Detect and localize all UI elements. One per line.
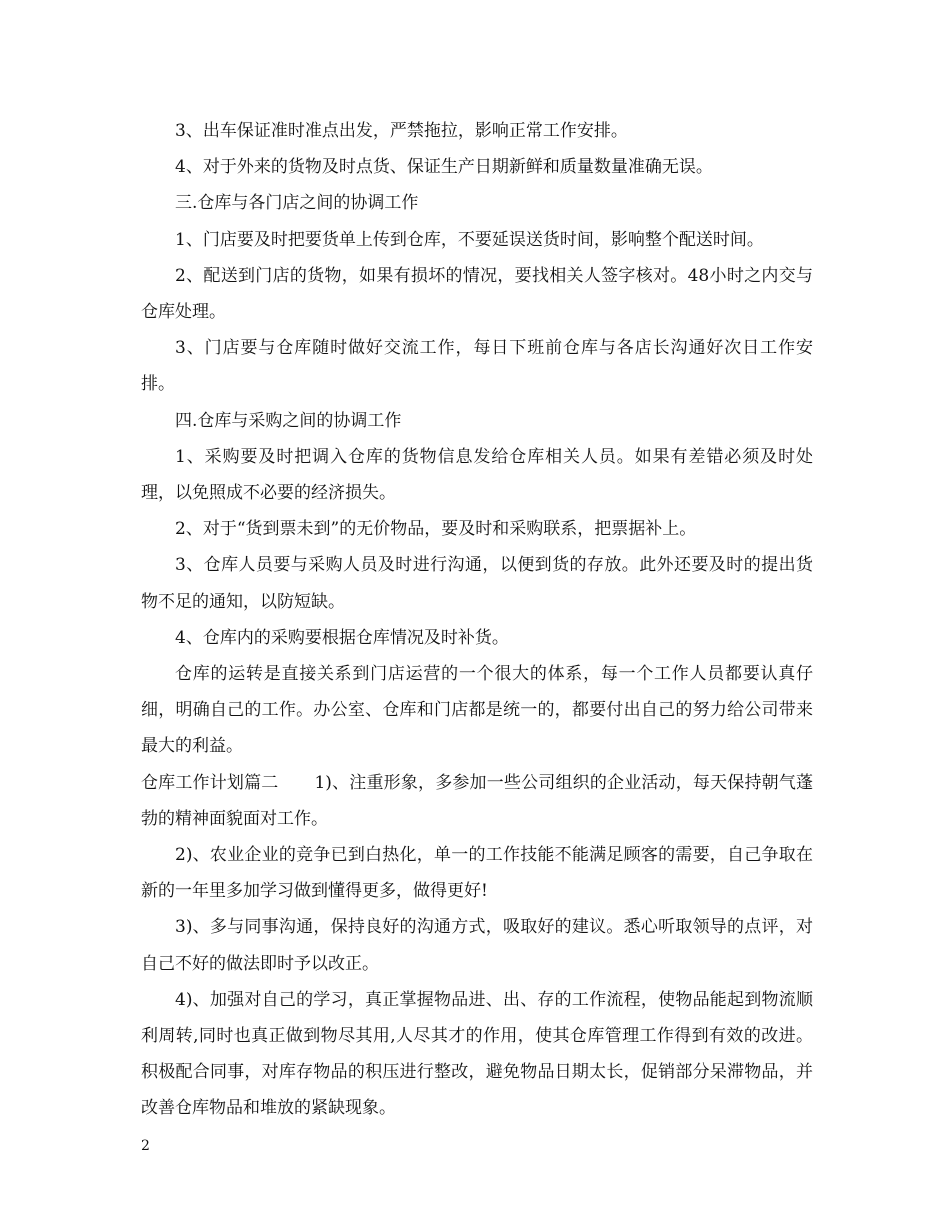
- paragraph-item-3: 3、出车保证准时准点出发，严禁拖拉，影响正常工作安排。: [175, 121, 628, 141]
- plan-item-4: 4)、加强对自己的学习，真正掌握物品进、出、存的工作流程，使物品能起到物流顺利周转,同时也真正做到物尽其用,人尽其才的作用，使其仓库管理工作得到有效的改进。积极配合同事，对库存物品的积压进行整改，避免物品日期太长，促销部分呆滞物品，并改善仓库物品和堆放的紧缺现象。: [141, 989, 813, 1119]
- paragraph-item-4: 4、对于外来的货物及时点货、保证生产日期新鲜和质量数量准确无误。: [175, 157, 713, 178]
- paragraph-store-upload: 1、门店要及时把要货单上传到仓库，不要延误送货时间，影响整个配送时间。: [175, 229, 764, 250]
- section-heading-four: 四.仓库与采购之间的协调工作: [175, 410, 402, 431]
- plan-item-1: 1)、注重形象，多参加一些公司组织的企业活动，每天保持朝气蓬勃的精神面貌面对工作。: [141, 772, 814, 829]
- section-title: 仓库工作计划篇二: [141, 772, 279, 793]
- paragraph-plan-two: [141, 765, 813, 837]
- paragraph-damaged-goods: 2、配送到门店的货物，如果有损坏的情况，要找相关人签字核对。48小时之内交与仓库处理。: [141, 265, 813, 323]
- paragraph-restock: 4、仓库内的采购要根据仓库情况及时补货。: [175, 627, 509, 648]
- paragraph-staff-communication: 3、仓库人员要与采购人员及时进行沟通，以便到货的存放。此外还要及时的提出货物不足的通知，以防短缺。: [141, 555, 813, 612]
- plan-item-3: 3)、多与同事沟通，保持良好的沟通方式，吸取好的建议。悉心听取领导的点评，对自己不好的做法即时予以改正。: [141, 917, 813, 974]
- paragraph-invoice-missing: 2、对于“货到票未到”的无价物品，要及时和采购联系，把票据补上。: [175, 519, 697, 540]
- page-number: 2: [141, 1138, 150, 1154]
- paragraph-summary: 仓库的运转是直接关系到门店运营的一个很大的体系，每一个工作人员都要认真仔细，明确自己的工作。办公室、仓库和门店都是统一的，都要付出自己的努力给公司带来最大的利益。: [141, 664, 813, 757]
- document-body: [141, 113, 813, 1127]
- paragraph-store-communication: 3、门店要与仓库随时做好交流工作，每日下班前仓库与各店长沟通好次日工作安排。: [141, 338, 813, 395]
- plan-item-2: 2)、农业企业的竞争已到白热化，单一的工作技能不能满足顾客的需要，自己争取在新的一年里多加学习做到懂得更多，做得更好!: [141, 845, 813, 902]
- section-heading-three: 三.仓库与各门店之间的协调工作: [175, 193, 419, 214]
- paragraph-purchase-info: 1、采购要及时把调入仓库的货物信息发给仓库相关人员。如果有差错必须及时处理，以免照成不必要的经济损失。: [141, 446, 813, 504]
